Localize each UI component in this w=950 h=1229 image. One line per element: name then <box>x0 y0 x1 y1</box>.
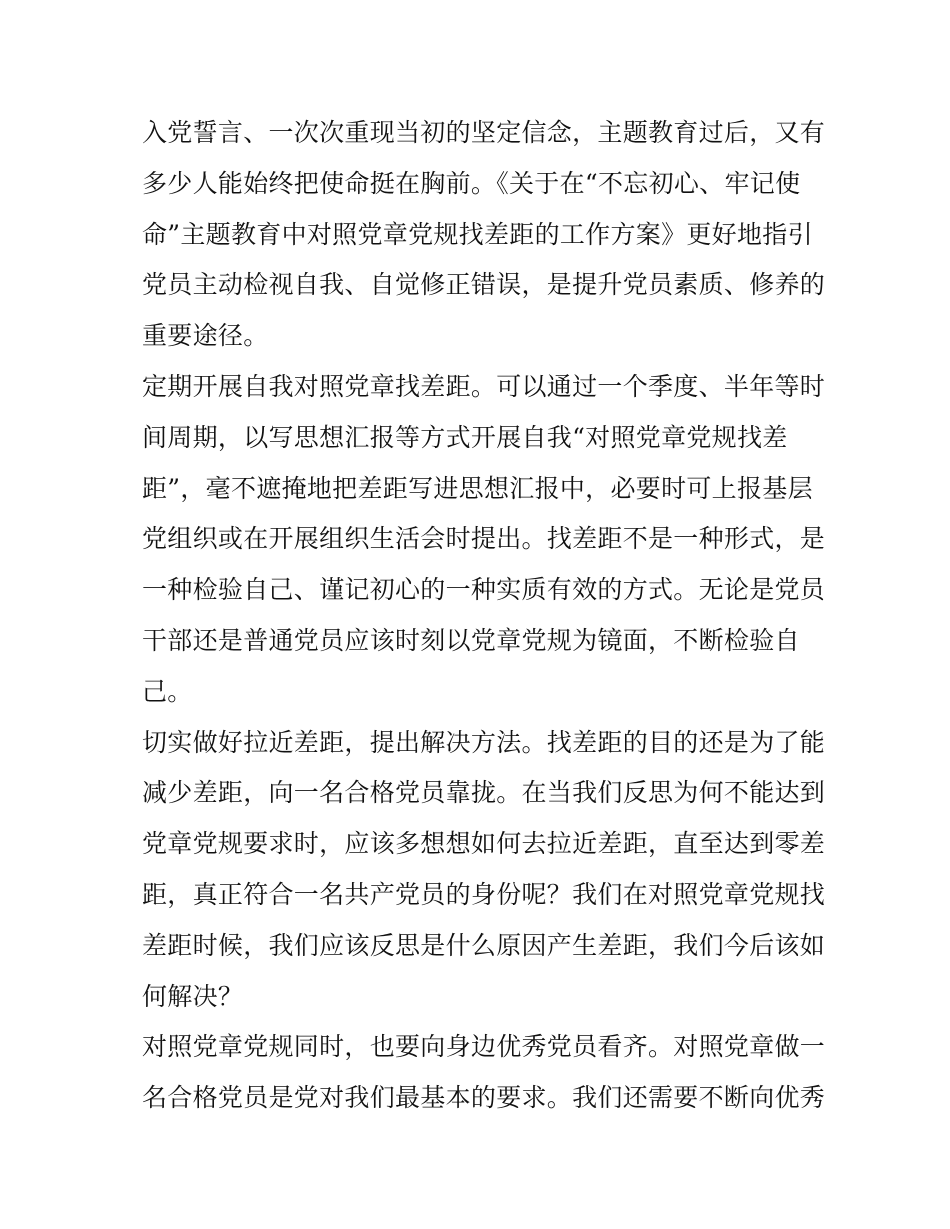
text-line: 党组织或在开展组织生活会时提出。找差距不是一种形式，是 <box>142 524 826 554</box>
text-line: 多少人能始终把使命挺在胸前。《关于在“不忘初心、牢记使 <box>142 168 801 198</box>
document-body <box>142 108 826 1124</box>
text-line: 距”，毫不遮掩地把差距写进思想汇报中，必要时可上报基层 <box>142 473 813 503</box>
text-line: 对照党章党规同时，也要向身边优秀党员看齐。对照党章做一 <box>142 1032 826 1062</box>
text-line: 己。 <box>142 676 193 706</box>
text-line: 名合格党员是党对我们最基本的要求。我们还需要不断向优秀 <box>142 1083 826 1113</box>
text-line: 重要途径。 <box>142 321 269 351</box>
text-line: 何解决？ <box>142 981 244 1011</box>
text-line: 减少差距，向一名合格党员靠拢。在当我们反思为何不能达到 <box>142 778 826 808</box>
text-line: 入党誓言、一次次重现当初的坚定信念，主题教育过后，又有 <box>142 118 826 147</box>
text-line: 切实做好拉近差距，提出解决方法。找差距的目的还是为了能 <box>142 727 826 757</box>
text-line: 定期开展自我对照党章找差距。可以通过一个季度、半年等时 <box>142 371 826 401</box>
text-line: 距，真正符合一名共产党员的身份呢？我们在对照党章党规找 <box>142 879 826 909</box>
text-line: 党章党规要求时，应该多想想如何去拉近差距，直至达到零差 <box>142 829 826 859</box>
text-line: 差距时候，我们应该反思是什么原因产生差距，我们今后该如 <box>142 930 826 960</box>
text-line: 党员主动检视自我、自觉修正错误，是提升党员素质、修养的 <box>142 270 826 300</box>
text-line: 干部还是普通党员应该时刻以党章党规为镜面，不断检验自 <box>142 625 800 655</box>
text-line: 一种检验自己、谨记初心的一种实质有效的方式。无论是党员 <box>142 575 826 605</box>
text-line: 间周期，以写思想汇报等方式开展自我“对照党章党规找差 <box>142 422 788 452</box>
text-line: 命”主题教育中对照党章党规找差距的工作方案》更好地指引 <box>142 219 813 249</box>
